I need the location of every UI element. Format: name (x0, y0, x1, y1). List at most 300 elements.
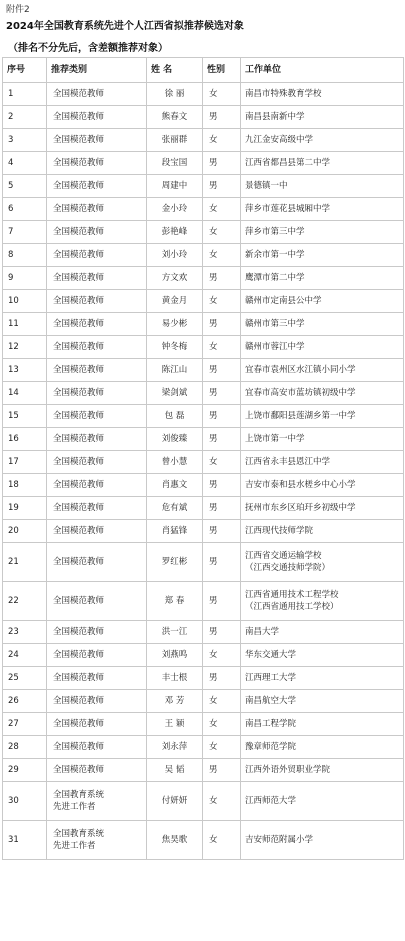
cell-name-text: 郑 春 (164, 596, 185, 606)
cell-sex (203, 690, 241, 713)
cell-sex-text: 男 (209, 557, 218, 567)
table-row (3, 83, 404, 106)
cell-name (147, 782, 203, 821)
cell-no (3, 359, 47, 382)
cell-no-text: 30 (8, 796, 19, 806)
cell-name (147, 83, 203, 106)
candidate-table (2, 57, 404, 860)
cell-no-text: 8 (8, 250, 14, 260)
cell-sex-text: 男 (209, 273, 218, 283)
cell-category (47, 582, 147, 621)
cell-name (147, 336, 203, 359)
cell-no (3, 497, 47, 520)
cell-sex (203, 267, 241, 290)
cell-no (3, 198, 47, 221)
table-row (3, 129, 404, 152)
cell-no-text: 4 (8, 158, 14, 168)
table-row (3, 382, 404, 405)
cell-sex-text: 男 (209, 503, 218, 513)
cell-sex (203, 782, 241, 821)
cell-unit-text: 江西现代技师学院 (245, 526, 314, 536)
table-header-row (3, 58, 404, 83)
cell-name-text: 邓 芳 (164, 696, 185, 706)
cell-sex-text: 男 (209, 765, 218, 775)
cell-name (147, 221, 203, 244)
cell-category-text: 全国模范教师 (53, 503, 105, 513)
table-row (3, 336, 404, 359)
table-row (3, 428, 404, 451)
cell-unit-text: 江西省通用技术工程学校 (245, 590, 339, 600)
cell-name (147, 152, 203, 175)
cell-category-text: 全国教育系统 (53, 790, 105, 800)
cell-sex (203, 582, 241, 621)
cell-unit (241, 543, 404, 582)
cell-sex (203, 313, 241, 336)
cell-name-text: 段宝国 (161, 158, 188, 168)
cell-name-text: 刘永萍 (161, 742, 188, 752)
cell-name (147, 713, 203, 736)
cell-unit-text: 江西省交通运输学校 (245, 551, 322, 561)
cell-category-text: 全国模范教师 (53, 596, 105, 606)
cell-sex-text: 男 (209, 388, 218, 398)
cell-category-line2: 先进工作者 (53, 841, 96, 851)
cell-category-text: 全国模范教师 (53, 89, 105, 99)
cell-unit-text: 江西师范大学 (245, 796, 297, 806)
cell-category-text: 全国模范教师 (53, 719, 105, 729)
cell-unit-text: 上饶市第一中学 (245, 434, 305, 444)
cell-no (3, 106, 47, 129)
cell-unit (241, 736, 404, 759)
cell-name (147, 359, 203, 382)
table-row (3, 405, 404, 428)
cell-category (47, 497, 147, 520)
document-title: 2024年全国教育系统先进个人江西省拟推荐候选对象 (6, 21, 244, 32)
cell-name-text: 付妍妍 (161, 796, 188, 806)
cell-category-text: 全国模范教师 (53, 696, 105, 706)
cell-name-text: 刘小玲 (161, 250, 188, 260)
cell-name-text: 黄金月 (161, 296, 188, 306)
cell-name-text: 焦昊歌 (161, 835, 188, 845)
cell-no-text: 10 (8, 296, 19, 306)
cell-name (147, 582, 203, 621)
cell-name (147, 690, 203, 713)
cell-name (147, 106, 203, 129)
cell-unit-text: 南昌工程学院 (245, 719, 297, 729)
cell-category (47, 175, 147, 198)
cell-sex (203, 713, 241, 736)
table-row (3, 713, 404, 736)
cell-name (147, 405, 203, 428)
cell-unit-text: 宜春市袁州区水江镇小同小学 (245, 365, 356, 375)
cell-category (47, 244, 147, 267)
cell-category (47, 359, 147, 382)
cell-unit-text: 华东交通大学 (245, 650, 297, 660)
table-row (3, 621, 404, 644)
cell-sex (203, 382, 241, 405)
cell-unit (241, 667, 404, 690)
cell-sex-text: 女 (209, 457, 218, 467)
cell-category (47, 129, 147, 152)
cell-sex-text: 男 (209, 526, 218, 536)
cell-unit (241, 759, 404, 782)
cell-name (147, 244, 203, 267)
table-row (3, 690, 404, 713)
cell-category (47, 290, 147, 313)
cell-sex (203, 405, 241, 428)
cell-sex-text: 女 (209, 204, 218, 214)
cell-name-text: 方文欢 (161, 273, 188, 283)
cell-sex (203, 621, 241, 644)
cell-unit (241, 129, 404, 152)
table-row (3, 736, 404, 759)
cell-unit-line2: （江西省通用技工学校） (245, 602, 339, 612)
cell-sex-text: 男 (209, 627, 218, 637)
cell-sex-text: 男 (209, 434, 218, 444)
cell-no (3, 129, 47, 152)
cell-sex (203, 497, 241, 520)
cell-no-text: 29 (8, 765, 19, 775)
cell-category-text: 全国模范教师 (53, 204, 105, 214)
table-row (3, 152, 404, 175)
cell-unit (241, 290, 404, 313)
table-row (3, 667, 404, 690)
table-row (3, 520, 404, 543)
cell-unit-text: 吉安师范附属小学 (245, 835, 314, 845)
cell-category (47, 336, 147, 359)
cell-no-text: 15 (8, 411, 19, 421)
cell-unit (241, 582, 404, 621)
cell-unit-text: 江西省都昌县第二中学 (245, 158, 331, 168)
cell-category-text: 全国模范教师 (53, 627, 105, 637)
cell-unit-text: 赣州市第三中学 (245, 319, 305, 329)
cell-sex-text: 女 (209, 227, 218, 237)
cell-unit-text: 景德镇一中 (245, 181, 288, 191)
cell-name (147, 667, 203, 690)
cell-category-text: 全国模范教师 (53, 650, 105, 660)
cell-sex (203, 83, 241, 106)
cell-no (3, 244, 47, 267)
cell-no-text: 20 (8, 526, 19, 536)
cell-no (3, 667, 47, 690)
cell-name-text: 肖猛锋 (161, 526, 188, 536)
table-row (3, 782, 404, 821)
cell-category-text: 全国模范教师 (53, 135, 105, 145)
cell-name-text: 梁剑斌 (161, 388, 188, 398)
table-row (3, 644, 404, 667)
table-row (3, 244, 404, 267)
cell-category (47, 405, 147, 428)
cell-name (147, 474, 203, 497)
cell-category-text: 全国模范教师 (53, 480, 105, 490)
cell-name-text: 熊春文 (161, 112, 188, 122)
cell-no-text: 2 (8, 112, 14, 122)
cell-unit (241, 497, 404, 520)
cell-no-text: 26 (8, 696, 19, 706)
cell-unit (241, 713, 404, 736)
cell-category-text: 全国模范教师 (53, 765, 105, 775)
cell-no (3, 382, 47, 405)
cell-category (47, 644, 147, 667)
cell-no-text: 31 (8, 835, 19, 845)
cell-name (147, 313, 203, 336)
table-row (3, 198, 404, 221)
cell-category (47, 690, 147, 713)
cell-unit-text: 江西省永丰县恩江中学 (245, 457, 331, 467)
cell-no (3, 690, 47, 713)
table-row (3, 582, 404, 621)
cell-unit-text: 豫章师范学院 (245, 742, 297, 752)
table-row (3, 451, 404, 474)
cell-unit (241, 175, 404, 198)
cell-unit (241, 221, 404, 244)
cell-unit (241, 474, 404, 497)
cell-category-text: 全国模范教师 (53, 342, 105, 352)
cell-unit (241, 428, 404, 451)
cell-sex-text: 男 (209, 596, 218, 606)
cell-sex (203, 221, 241, 244)
cell-category (47, 713, 147, 736)
cell-sex-text: 女 (209, 742, 218, 752)
cell-sex-text: 女 (209, 342, 218, 352)
cell-unit (241, 405, 404, 428)
cell-no-text: 16 (8, 434, 19, 444)
cell-category-text: 全国模范教师 (53, 319, 105, 329)
cell-category-text: 全国模范教师 (53, 296, 105, 306)
cell-sex (203, 106, 241, 129)
cell-name (147, 175, 203, 198)
cell-category (47, 428, 147, 451)
cell-name-text: 洪一江 (161, 627, 188, 637)
header-sex: 性别 (203, 58, 241, 83)
cell-name-text: 肖惠文 (161, 480, 188, 490)
cell-sex (203, 198, 241, 221)
cell-no (3, 175, 47, 198)
cell-name-text: 陈江山 (161, 365, 188, 375)
cell-category-text: 全国模范教师 (53, 411, 105, 421)
cell-sex-text: 男 (209, 480, 218, 490)
cell-sex (203, 129, 241, 152)
cell-name-text: 刘俊臻 (161, 434, 188, 444)
cell-no-text: 28 (8, 742, 19, 752)
cell-sex-text: 男 (209, 411, 218, 421)
cell-category-text: 全国模范教师 (53, 742, 105, 752)
cell-unit (241, 451, 404, 474)
cell-no (3, 759, 47, 782)
table-row (3, 290, 404, 313)
cell-category-text: 全国模范教师 (53, 673, 105, 683)
cell-sex (203, 736, 241, 759)
cell-no-text: 25 (8, 673, 19, 683)
cell-category-text: 全国模范教师 (53, 227, 105, 237)
cell-no (3, 83, 47, 106)
cell-name-text: 周建中 (161, 181, 188, 191)
cell-sex (203, 474, 241, 497)
cell-no (3, 621, 47, 644)
cell-name (147, 267, 203, 290)
cell-unit-text: 南昌市特殊教育学校 (245, 89, 322, 99)
cell-name-text: 丰士根 (161, 673, 188, 683)
cell-no-text: 24 (8, 650, 19, 660)
cell-no (3, 152, 47, 175)
cell-unit (241, 821, 404, 860)
cell-no-text: 27 (8, 719, 19, 729)
cell-unit-text: 宜春市高安市蓝坊镇初级中学 (245, 388, 356, 398)
cell-category (47, 313, 147, 336)
cell-category-text: 全国模范教师 (53, 526, 105, 536)
cell-category-text: 全国模范教师 (53, 250, 105, 260)
cell-sex (203, 152, 241, 175)
cell-sex (203, 428, 241, 451)
cell-name-text: 徐 丽 (164, 89, 185, 99)
cell-sex-text: 女 (209, 696, 218, 706)
cell-name-text: 易少彬 (161, 319, 188, 329)
cell-unit-text: 九江金安高级中学 (245, 135, 314, 145)
cell-unit (241, 83, 404, 106)
cell-unit-text: 上饶市鄱阳县莲湖乡第一中学 (245, 411, 356, 421)
cell-category (47, 667, 147, 690)
cell-unit-text: 吉安市泰和县水槎乡中心小学 (245, 480, 356, 490)
cell-no (3, 336, 47, 359)
cell-name-text: 张丽群 (161, 135, 188, 145)
cell-no-text: 3 (8, 135, 14, 145)
cell-no (3, 713, 47, 736)
cell-category (47, 267, 147, 290)
cell-no-text: 12 (8, 342, 19, 352)
cell-unit (241, 198, 404, 221)
cell-name (147, 736, 203, 759)
cell-no (3, 290, 47, 313)
cell-category (47, 520, 147, 543)
cell-sex-text: 女 (209, 296, 218, 306)
cell-name (147, 290, 203, 313)
cell-sex (203, 520, 241, 543)
cell-name (147, 644, 203, 667)
cell-no-text: 6 (8, 204, 14, 214)
cell-category (47, 782, 147, 821)
cell-unit (241, 782, 404, 821)
cell-unit-text: 江西理工大学 (245, 673, 297, 683)
cell-category-line2: 先进工作者 (53, 802, 96, 812)
cell-no-text: 7 (8, 227, 14, 237)
cell-category-text: 全国模范教师 (53, 273, 105, 283)
cell-sex-text: 女 (209, 796, 218, 806)
cell-category-text: 全国模范教师 (53, 557, 105, 567)
cell-category (47, 474, 147, 497)
cell-sex-text: 女 (209, 650, 218, 660)
cell-no-text: 13 (8, 365, 19, 375)
table-row (3, 175, 404, 198)
cell-name (147, 198, 203, 221)
cell-unit-text: 萍乡市莲花县城厢中学 (245, 204, 331, 214)
cell-category (47, 451, 147, 474)
cell-unit (241, 520, 404, 543)
cell-unit-text: 赣州市蓉江中学 (245, 342, 305, 352)
cell-no (3, 221, 47, 244)
cell-no-text: 11 (8, 319, 19, 329)
cell-unit (241, 359, 404, 382)
cell-no (3, 821, 47, 860)
cell-name (147, 543, 203, 582)
cell-unit (241, 644, 404, 667)
cell-unit (241, 382, 404, 405)
cell-sex-text: 女 (209, 719, 218, 729)
cell-name-text: 钟冬梅 (161, 342, 188, 352)
cell-name-text: 王 颖 (164, 719, 185, 729)
table-row (3, 497, 404, 520)
cell-sex (203, 644, 241, 667)
cell-name (147, 497, 203, 520)
cell-name-text: 罗红彬 (161, 557, 188, 567)
cell-unit-text: 萍乡市第三中学 (245, 227, 305, 237)
cell-no (3, 267, 47, 290)
cell-sex-text: 男 (209, 158, 218, 168)
cell-sex-text: 女 (209, 89, 218, 99)
cell-sex (203, 359, 241, 382)
cell-sex (203, 451, 241, 474)
cell-category (47, 759, 147, 782)
cell-no-text: 5 (8, 181, 14, 191)
cell-category (47, 152, 147, 175)
cell-sex (203, 175, 241, 198)
cell-no (3, 582, 47, 621)
cell-sex (203, 543, 241, 582)
table-row (3, 821, 404, 860)
cell-unit-text: 南昌航空大学 (245, 696, 297, 706)
cell-sex (203, 290, 241, 313)
table-row (3, 543, 404, 582)
cell-sex-text: 男 (209, 673, 218, 683)
cell-category (47, 198, 147, 221)
cell-unit-text: 赣州市定南县឵公中学 (245, 296, 322, 306)
cell-category (47, 106, 147, 129)
cell-name-text: 刘燕鸣 (161, 650, 188, 660)
cell-name (147, 621, 203, 644)
cell-category-text: 全国模范教师 (53, 457, 105, 467)
cell-unit (241, 690, 404, 713)
header-no: 序号 (3, 58, 47, 83)
cell-category (47, 543, 147, 582)
cell-category-text: 全国模范教师 (53, 181, 105, 191)
cell-sex (203, 759, 241, 782)
cell-unit (241, 336, 404, 359)
cell-no-text: 1 (8, 89, 14, 99)
cell-category (47, 83, 147, 106)
cell-name-text: 包 磊 (164, 411, 185, 421)
cell-name (147, 821, 203, 860)
table-row (3, 221, 404, 244)
cell-category-text: 全国教育系统 (53, 829, 105, 839)
cell-sex (203, 821, 241, 860)
cell-no-text: 21 (8, 557, 19, 567)
table-row (3, 759, 404, 782)
cell-category (47, 221, 147, 244)
cell-unit-text: 鹰潭市第二中学 (245, 273, 305, 283)
cell-no (3, 736, 47, 759)
cell-no (3, 451, 47, 474)
cell-no (3, 474, 47, 497)
table-row (3, 474, 404, 497)
cell-category-text: 全国模范教师 (53, 388, 105, 398)
attachment-label: 附件2 (6, 5, 30, 15)
cell-name-text: 吴 韬 (164, 765, 185, 775)
table-row (3, 359, 404, 382)
cell-name-text: 危有斌 (161, 503, 188, 513)
cell-category (47, 382, 147, 405)
cell-unit (241, 313, 404, 336)
cell-category (47, 736, 147, 759)
cell-sex-text: 男 (209, 112, 218, 122)
cell-unit (241, 152, 404, 175)
